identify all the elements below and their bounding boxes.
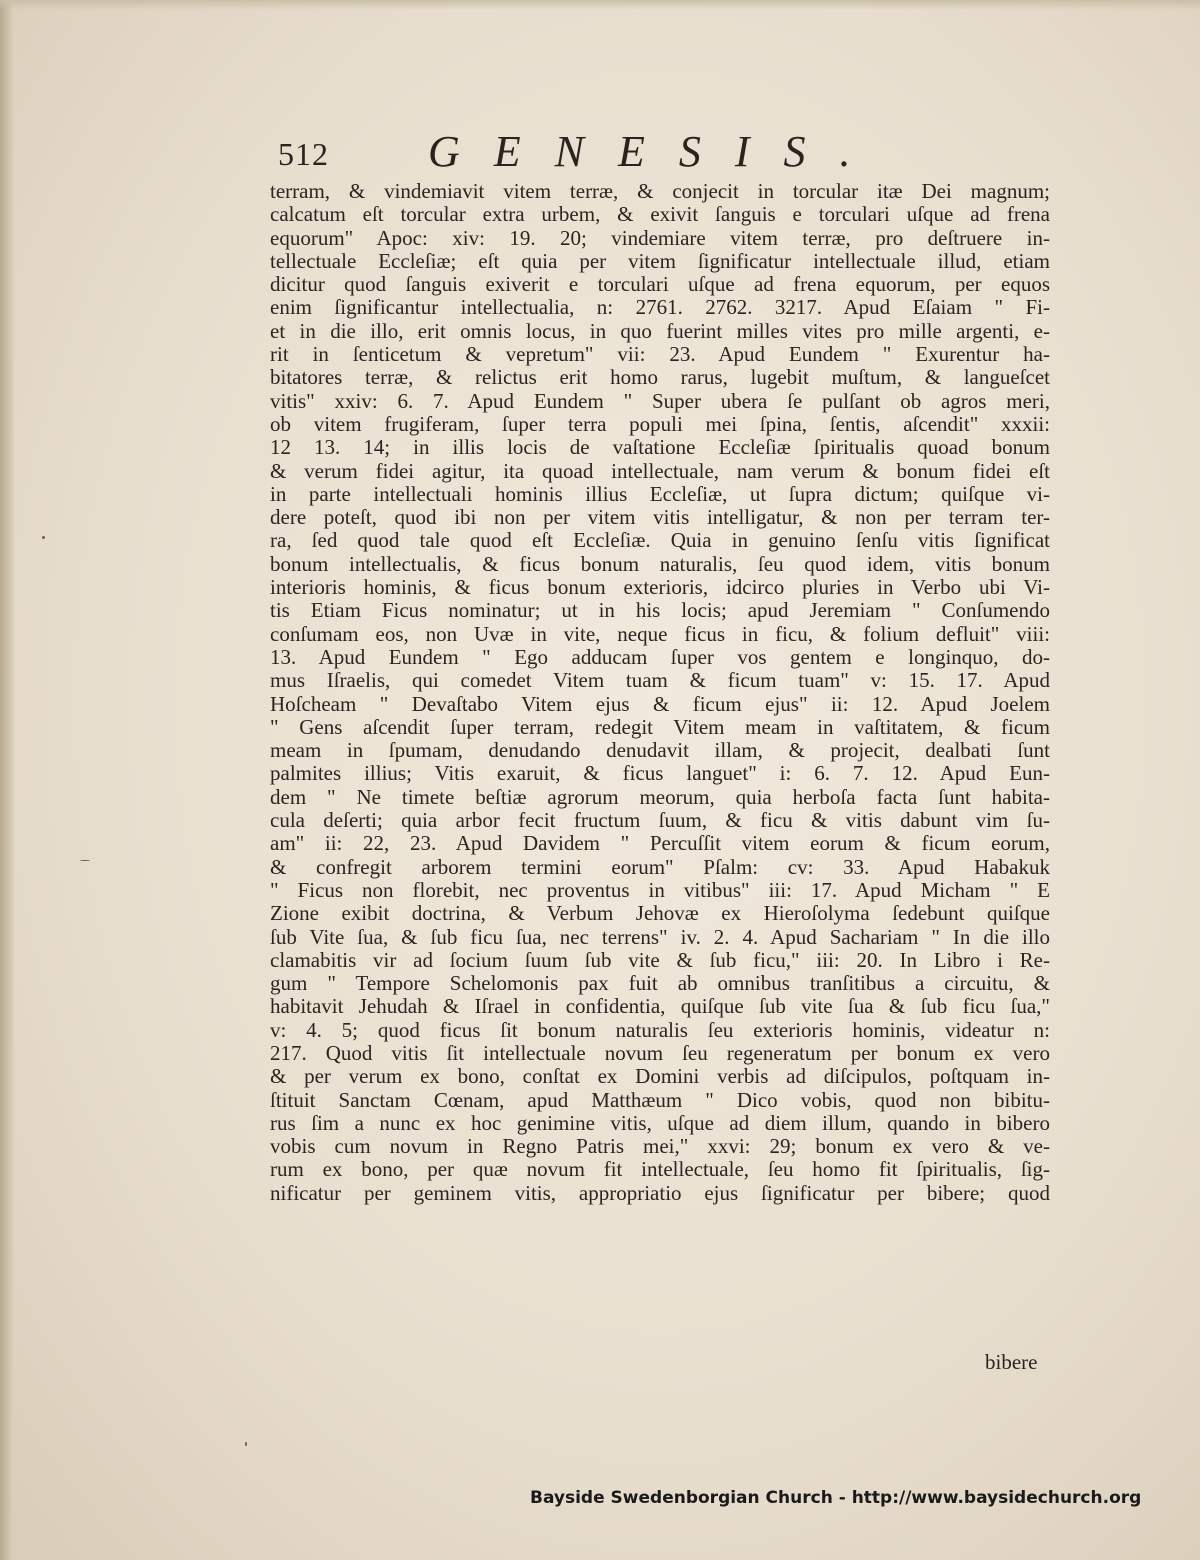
page-top-shadow <box>0 0 1200 10</box>
text-line: & verum fidei agitur, ita quoad intellectuale, nam verum & bonum fidei eſt <box>270 458 1050 483</box>
text-line: habitavit Jehudah & Iſrael in confidentia, quiſque ſub vite ſua & ſub ficu ſua," <box>270 994 1050 1019</box>
catchword: bibere <box>985 1350 1038 1374</box>
text-line: tellectuale Eccleſiæ; eſt quia per vitem ſignificatur intellectuale illud, etiam <box>270 248 1050 273</box>
text-line: conſumam eos, non Uvæ in vite, neque ficus in ficu, & folium defluit" viii: <box>270 621 1050 646</box>
text-line: equorum" Apoc: xiv: 19. 20; vindemiare vitem terræ, pro deſtruere in- <box>270 225 1050 250</box>
text-line: " Gens aſcendit ſuper terram, redegit Vitem meam in vaſtitatem, & ficum <box>270 714 1050 739</box>
text-line: mus Iſraelis, qui comedet Vitem tuam & ficum tuam" v: 15. 17. Apud <box>270 668 1050 693</box>
text-line: gum " Tempore Schelomonis pax fuit ab omnibus tranſitibus a circuitu, & <box>270 971 1050 996</box>
text-line: 12 13. 14; in illis locis de vaſtatione Eccleſiæ ſpiritualis quoad bonum <box>270 435 1050 460</box>
text-line: Hoſcheam " Devaſtabo Vitem ejus & ficum ejus" ii: 12. Apud Joelem <box>270 691 1050 716</box>
text-line: rit in ſenticetum & vepretum" vii: 23. Apud Eundem " Exurentur ha- <box>270 342 1050 367</box>
text-line: ſtituit Sanctam Cœnam, apud Matthæum " Dico vobis, quod non bibitu- <box>270 1087 1050 1112</box>
text-line: am" ii: 22, 23. Apud Davidem " Percuſſit vitem eorum & ficum eorum, <box>270 831 1050 856</box>
text-line: & per verum ex bono, conſtat ex Domini verbis ad diſcipulos, poſtquam in- <box>270 1064 1050 1089</box>
text-line: bitatores terræ, & relictus erit homo rarus, lugebit muſtum, & langueſcet <box>270 365 1050 390</box>
text-line: & confregit arborem termini eorum" Pſalm: cv: 33. Apud Habakuk <box>270 854 1050 879</box>
page-edge-shadow <box>0 0 14 1560</box>
text-line: in parte intellectuali hominis illius Eccleſiæ, ut ſupra dictum; quiſque vi- <box>270 481 1050 506</box>
text-line: terram, & vindemiavit vitem terræ, & conjecit in torcular itæ Dei magnum; <box>270 179 1050 203</box>
text-line: " Ficus non florebit, nec proventus in vitibus" iii: 17. Apud Micham " E <box>270 877 1050 902</box>
text-line: et in die illo, erit omnis locus, in quo fuerint milles vites pro mille argenti, e- <box>270 318 1050 343</box>
text-line: v: 4. 5; quod ficus ſit bonum naturalis ſeu exterioris hominis, videatur n: <box>270 1017 1050 1042</box>
text-line: dem " Ne timete beſtiæ agrorum meorum, quia herboſa facta ſunt habita- <box>270 784 1050 809</box>
text-line: ob vitem frugiferam, ſuper terra populi mei ſpina, ſentis, aſcendit" xxxii: <box>270 411 1050 436</box>
text-line: cula deſerti; quia arbor fecit fructum ſuum, & ficu & vitis dabunt vim ſu- <box>270 808 1050 833</box>
text-line: dicitur quod ſanguis exiverit e torculari uſque ad frena equorum, per equos <box>270 272 1050 297</box>
ink-speck <box>42 536 45 539</box>
text-line: nificatur per geminem vitis, appropriatio ejus ſignificatur per bibere; quod <box>270 1180 1050 1205</box>
ink-speck <box>245 1442 247 1446</box>
text-line: calcatum eſt torcular extra urbem, & exivit ſanguis e torculari uſque ad frena <box>270 202 1050 227</box>
text-line: clamabitis vir ad ſocium ſuum ſub vite & ſub ficu," iii: 20. In Libro i Re- <box>270 947 1050 972</box>
text-line: 217. Quod vitis ſit intellectuale novum ſeu regeneratum per bonum ex vero <box>270 1040 1050 1065</box>
text-line: interioris hominis, & ficus bonum exterioris, idcirco pluries in Verbo ubi Vi- <box>270 575 1050 600</box>
body-text <box>270 180 1050 1205</box>
text-line: Zione exibit doctrina, & Verbum Jehovæ ex Hieroſolyma ſedebunt quiſque <box>270 901 1050 926</box>
text-line: dere poteſt, quod ibi non per vitem vitis intelligatur, & non per terram ter- <box>270 505 1050 530</box>
text-line: ra, ſed quod tale quod eſt Eccleſiæ. Quia in genuino ſenſu vitis ſignificat <box>270 528 1050 553</box>
page-header <box>278 126 978 176</box>
text-line: 13. Apud Eundem " Ego adducam ſuper vos gentem e longinquo, do- <box>270 644 1050 669</box>
text-line: enim ſignificantur intellectualia, n: 2761. 2762. 3217. Apud Eſaiam " Fi- <box>270 295 1050 320</box>
text-line: rus ſim a nunc ex hoc genimine vitis, uſque ad diem illum, quando in bibero <box>270 1110 1050 1135</box>
text-line: tis Etiam Ficus nominatur; ut in his locis; apud Jeremiam " Conſumendo <box>270 598 1050 623</box>
running-title: GENESIS. <box>428 127 885 176</box>
website-footer: Bayside Swedenborgian Church - http://www.baysidechurch.org <box>530 1488 1142 1508</box>
text-line: palmites illius; Vitis exaruit, & ficus languet" i: 6. 7. 12. Apud Eun- <box>270 761 1050 786</box>
ink-speck <box>80 860 90 861</box>
text-line: vitis" xxiv: 6. 7. Apud Eundem " Super ubera ſe pulſant ob agros meri, <box>270 388 1050 413</box>
text-line: vobis cum novum in Regno Patris mei," xxvi: 29; bonum ex vero & ve- <box>270 1134 1050 1159</box>
text-line: ſub Vite ſua, & ſub ficu ſua, nec terrens" iv. 2. 4. Apud Sachariam " In die illo <box>270 924 1050 949</box>
text-line: meam in ſpumam, denudando denudavit illam, & projecit, dealbati ſunt <box>270 738 1050 763</box>
text-line: rum ex bono, per quæ novum fit intellectuale, ſeu homo fit ſpiritualis, ſig- <box>270 1157 1050 1182</box>
page-number: 512 <box>278 136 329 172</box>
text-line: bonum intellectualis, & ficus bonum naturalis, ſeu quod idem, vitis bonum <box>270 551 1050 576</box>
